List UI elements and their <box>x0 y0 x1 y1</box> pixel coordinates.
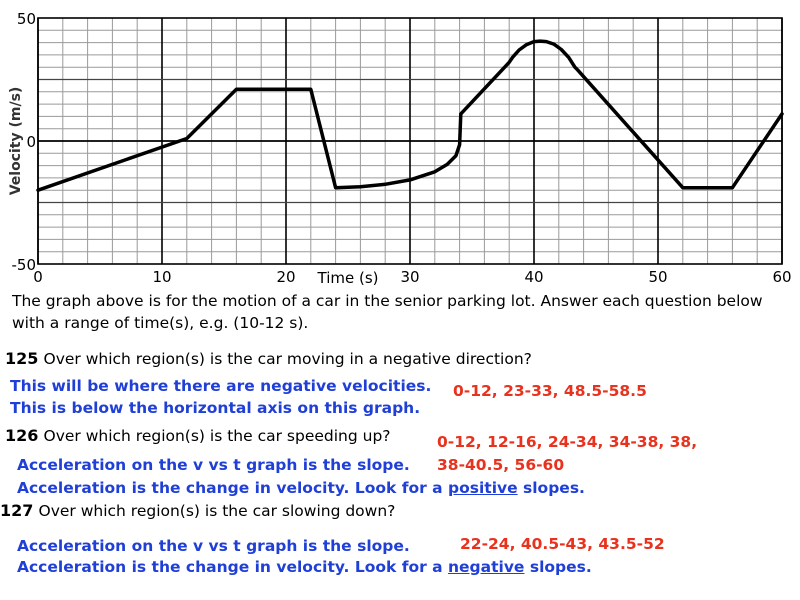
question-number: 125 <box>5 349 39 368</box>
x-tick-label: 30 <box>400 268 420 286</box>
velocity-time-graph <box>0 0 800 290</box>
question-126-hint-2 <box>17 479 585 497</box>
x-tick-label: 20 <box>276 268 296 286</box>
question-number: 127 <box>0 501 34 520</box>
x-tick-label: 60 <box>772 268 792 286</box>
hint-text: Acceleration is the change in velocity. Look for a <box>17 479 448 497</box>
y-tick-label: -50 <box>11 256 36 274</box>
question-125 <box>5 349 532 368</box>
x-axis-label: Time (s) <box>317 269 379 287</box>
y-tick-label: 50 <box>16 10 36 28</box>
question-126 <box>5 426 391 445</box>
question-126-hint-1: Acceleration on the v vs t graph is the slope. <box>17 456 410 474</box>
question-126-answer-line-2: 38-40.5, 56-60 <box>437 456 565 474</box>
question-127-hint-1: Acceleration on the v vs t graph is the slope. <box>17 537 410 555</box>
x-tick-label: 50 <box>648 268 668 286</box>
y-axis-label: Velocity (m/s) <box>8 86 24 196</box>
intro-line-2: with a range of time(s), e.g. (10-12 s). <box>12 314 309 332</box>
hint-text: slopes. <box>524 558 592 576</box>
x-tick-label: 40 <box>524 268 544 286</box>
question-127 <box>0 501 395 520</box>
question-127-answer: 22-24, 40.5-43, 43.5-52 <box>460 535 665 553</box>
question-125-hint-1: This will be where there are negative velocities. <box>10 377 432 395</box>
hint-text: slopes. <box>517 479 585 497</box>
tick-labels <box>12 10 792 286</box>
question-125-hint-2: This is below the horizontal axis on this graph. <box>10 399 421 417</box>
hint-emphasis: positive <box>448 479 518 497</box>
x-tick-label: 10 <box>152 268 172 286</box>
question-125-answer: 0-12, 23-33, 48.5-58.5 <box>453 382 647 400</box>
hint-text: Acceleration is the change in velocity. Look for a <box>17 558 448 576</box>
question-text: Over which region(s) is the car slowing down? <box>38 502 396 520</box>
question-text: Over which region(s) is the car moving in a negative direction? <box>43 350 532 368</box>
intro-line-1: The graph above is for the motion of a car in the senior parking lot. Answer each question below <box>12 292 763 310</box>
question-127-hint-2 <box>17 558 592 576</box>
y-tick-label: 0 <box>26 133 36 151</box>
hint-emphasis: negative <box>448 558 525 576</box>
x-tick-label: 0 <box>33 268 43 286</box>
question-number: 126 <box>5 426 39 445</box>
question-126-answer-line-1: 0-12, 12-16, 24-34, 34-38, 38, <box>437 433 698 451</box>
question-text: Over which region(s) is the car speeding up? <box>43 427 391 445</box>
